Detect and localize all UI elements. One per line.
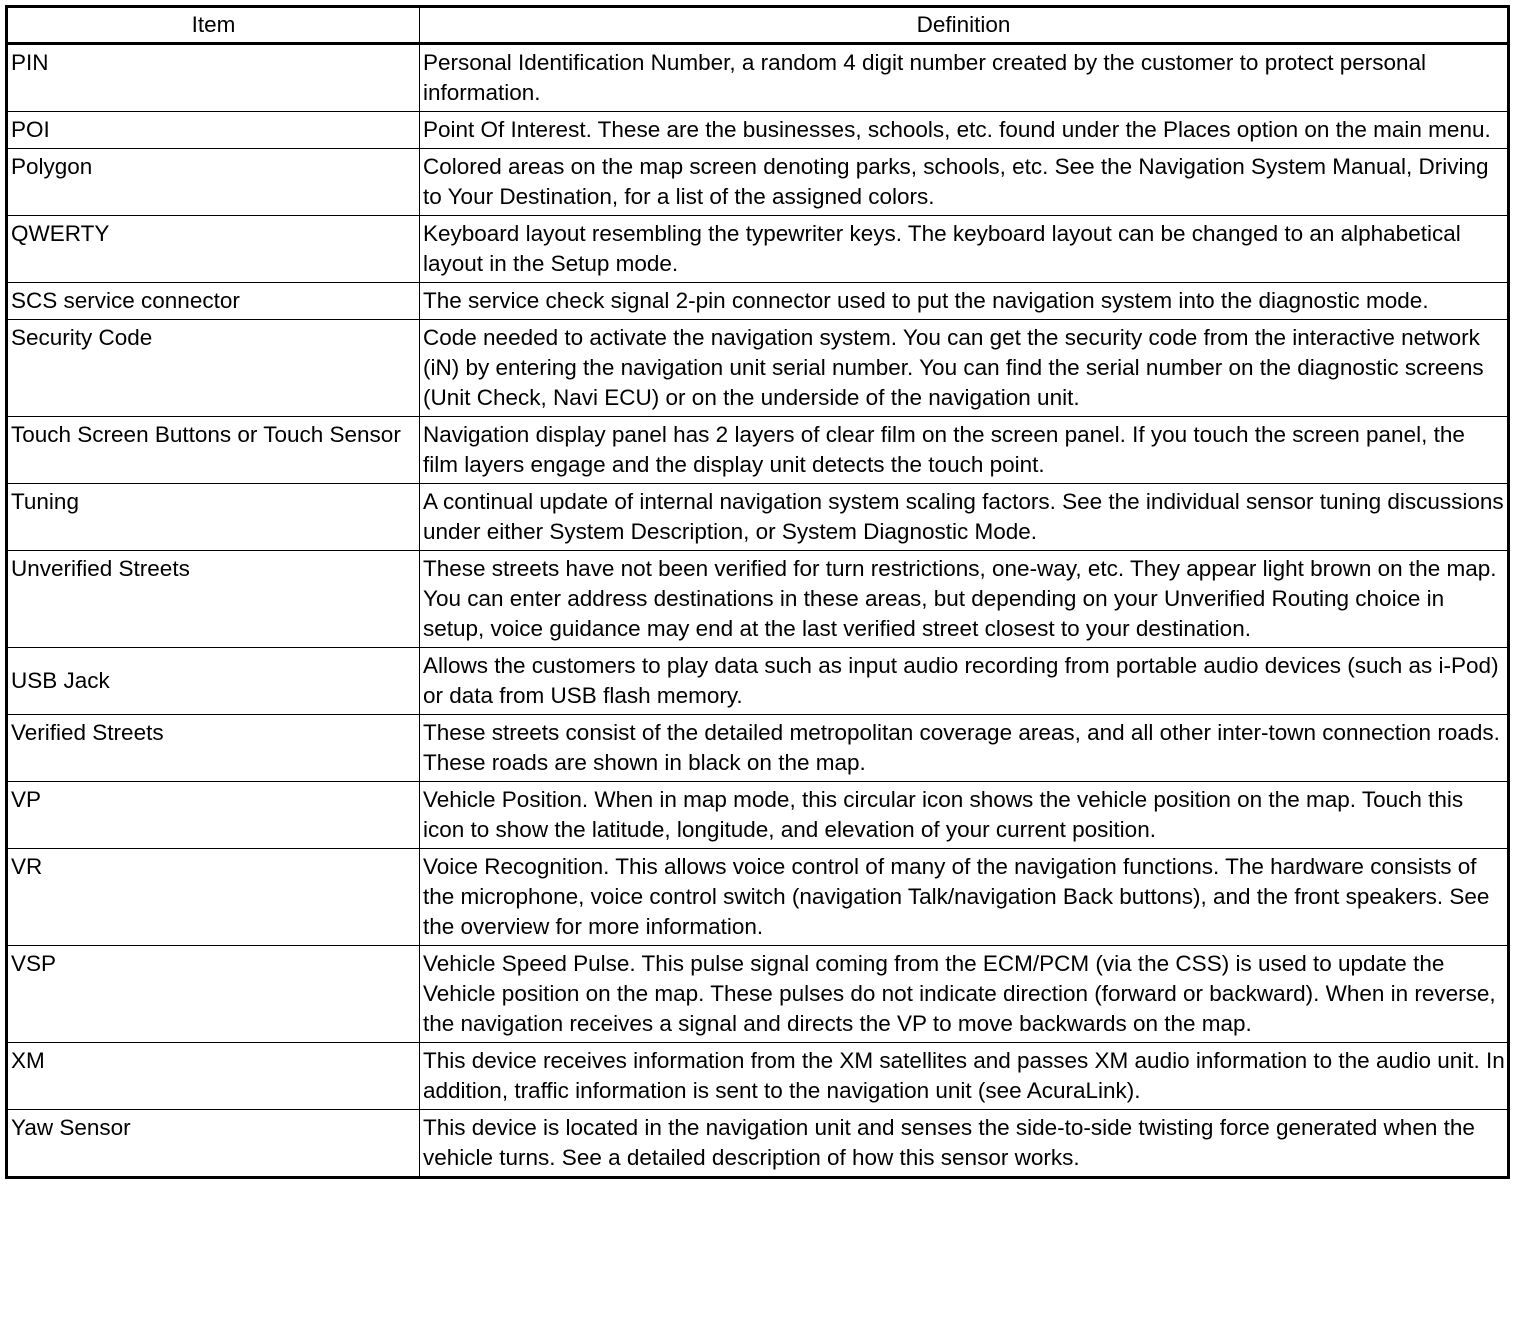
item-cell: Tuning [7,484,420,551]
definition-cell: Allows the customers to play data such as input audio recording from portable audio devices (such as i-Pod) or data from USB flash memory. [420,648,1509,715]
item-cell: VSP [7,946,420,1043]
table-row [7,782,1509,849]
definition-cell: These streets have not been verified for turn restrictions, one-way, etc. They appear light brown on the map. You can enter address destinations in these areas, but depending on your Unverified Routing choice in setup, voice guidance may end at the last verified street closest to your destination. [420,551,1509,648]
definition-cell: Keyboard layout resembling the typewriter keys. The keyboard layout can be changed to an alphabetical layout in the Setup mode. [420,216,1509,283]
glossary-table [5,5,1510,1179]
definition-cell: Point Of Interest. These are the businesses, schools, etc. found under the Places option on the main menu. [420,112,1509,149]
table-row [7,1110,1509,1178]
definition-cell: Vehicle Speed Pulse. This pulse signal coming from the ECM/PCM (via the CSS) is used to update the Vehicle position on the map. These pulses do not indicate direction (forward or backward). When in reverse, the navigation receives a signal and directs the VP to move backwards on the map. [420,946,1509,1043]
item-cell: Touch Screen Buttons or Touch Sensor [7,417,420,484]
definition-cell: Voice Recognition. This allows voice control of many of the navigation functions. The hardware consists of the microphone, voice control switch (navigation Talk/navigation Back buttons), and the front speakers. See the overview for more information. [420,849,1509,946]
table-row [7,946,1509,1043]
table-row [7,648,1509,715]
header-row [7,7,1509,44]
definition-cell: Navigation display panel has 2 layers of clear film on the screen panel. If you touch the screen panel, the film layers engage and the display unit detects the touch point. [420,417,1509,484]
definition-column-header: Definition [420,7,1509,44]
item-cell: Verified Streets [7,715,420,782]
definition-cell: This device is located in the navigation unit and senses the side-to-side twisting force generated when the vehicle turns. See a detailed description of how this sensor works. [420,1110,1509,1178]
table-row [7,320,1509,417]
item-cell: SCS service connector [7,283,420,320]
table-row [7,44,1509,112]
table-row [7,417,1509,484]
item-cell: Polygon [7,149,420,216]
table-row [7,484,1509,551]
item-cell: USB Jack [7,648,420,715]
definition-cell: Vehicle Position. When in map mode, this circular icon shows the vehicle position on the map. Touch this icon to show the latitude, longitude, and elevation of your current position. [420,782,1509,849]
item-cell: VR [7,849,420,946]
definition-cell: Code needed to activate the navigation system. You can get the security code from the interactive network (iN) by entering the navigation unit serial number. You can find the serial number on the diagnostic screens (Unit Check, Navi ECU) or on the underside of the navigation unit. [420,320,1509,417]
table-row [7,1043,1509,1110]
item-cell: XM [7,1043,420,1110]
table-row [7,149,1509,216]
table-row [7,112,1509,149]
item-cell: Yaw Sensor [7,1110,420,1178]
item-cell: POI [7,112,420,149]
item-cell: PIN [7,44,420,112]
table-row [7,551,1509,648]
table-row [7,715,1509,782]
definition-cell: Colored areas on the map screen denoting parks, schools, etc. See the Navigation System Manual, Driving to Your Destination, for a list of the assigned colors. [420,149,1509,216]
table-row [7,849,1509,946]
definition-cell: The service check signal 2-pin connector used to put the navigation system into the diagnostic mode. [420,283,1509,320]
item-column-header: Item [7,7,420,44]
table-row [7,216,1509,283]
item-cell: VP [7,782,420,849]
definition-cell: These streets consist of the detailed metropolitan coverage areas, and all other inter-town connection roads. These roads are shown in black on the map. [420,715,1509,782]
definition-cell: This device receives information from the XM satellites and passes XM audio information to the audio unit. In addition, traffic information is sent to the navigation unit (see AcuraLink). [420,1043,1509,1110]
item-cell: Unverified Streets [7,551,420,648]
definition-cell: Personal Identification Number, a random 4 digit number created by the customer to protect personal information. [420,44,1509,112]
definition-cell: A continual update of internal navigation system scaling factors. See the individual sensor tuning discussions under either System Description, or System Diagnostic Mode. [420,484,1509,551]
item-cell: QWERTY [7,216,420,283]
table-row [7,283,1509,320]
item-cell: Security Code [7,320,420,417]
